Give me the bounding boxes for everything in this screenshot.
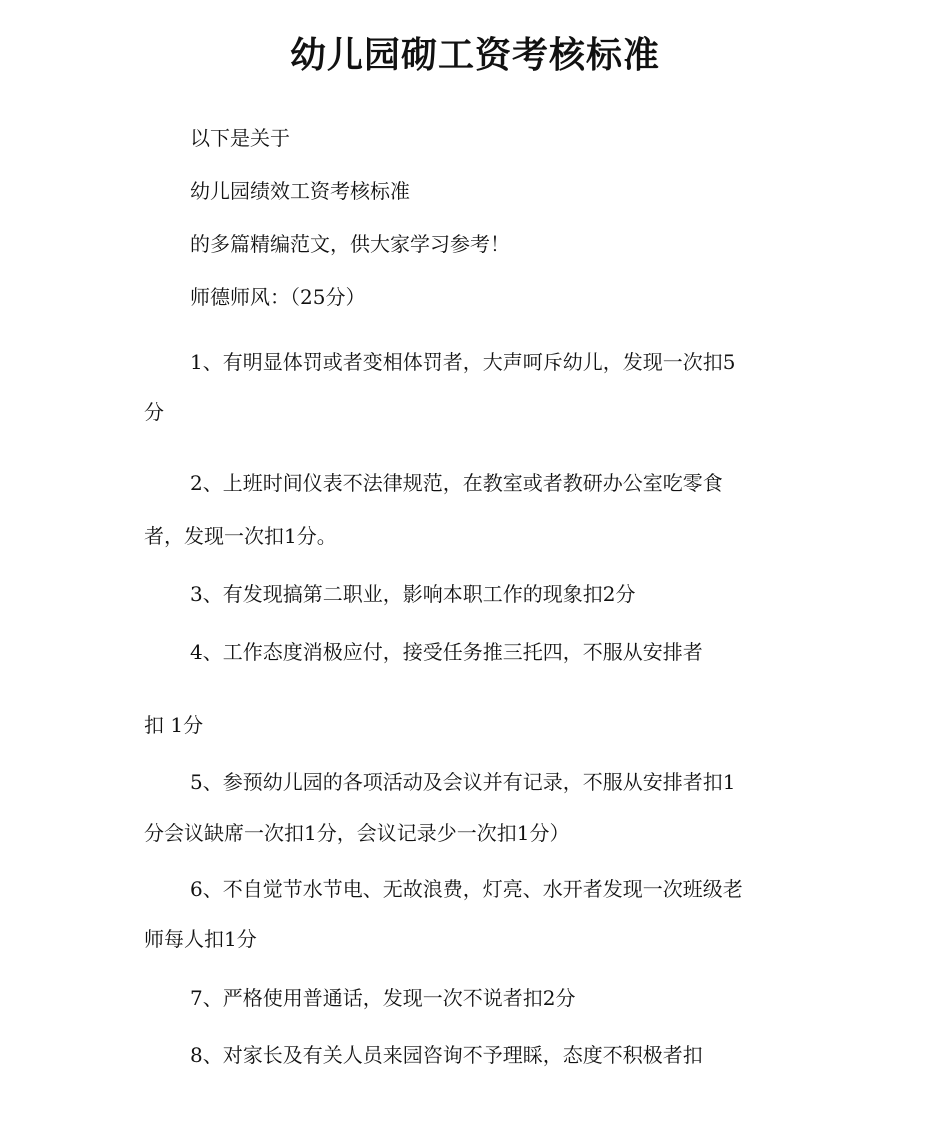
item-1-line-2: 分 (144, 400, 164, 424)
item-6-line-1: 6、不自觉节水节电、无故浪费，灯亮、水开者发现一次班级老 (190, 877, 743, 901)
item-7-line-1: 7、严格使用普通话，发现一次不说者扣2分 (190, 986, 576, 1010)
item-5-line-1: 5、参预幼儿园的各项活动及会议并有记录，不服从安排者扣1 (190, 770, 736, 794)
document-title: 幼儿园砌工资考核标准 (289, 35, 660, 76)
item-4-line-1: 4、工作态度消极应付，接受任务推三托四，不服从安排者 (190, 640, 703, 664)
item-5-line-2: 分会议缺席一次扣1分，会议记录少一次扣1分） (144, 821, 570, 845)
item-3-line-1: 3、有发现搞第二职业，影响本职工作的现象扣2分 (190, 582, 636, 606)
item-2-line-2: 者，发现一次扣1分。 (144, 524, 337, 548)
item-6-line-2: 师每人扣1分 (144, 927, 257, 951)
item-1-line-1: 1、有明显体罚或者变相体罚者，大声呵斥幼儿，发现一次扣5 (190, 350, 736, 374)
intro-line-1: 以下是关于 (190, 126, 290, 150)
intro-line-2: 幼儿园绩效工资考核标准 (190, 179, 410, 203)
item-4-line-2: 扣 1分 (144, 713, 204, 737)
section-heading: 师德师风：（25分） (190, 285, 366, 309)
intro-line-3: 的多篇精编范文，供大家学习参考！ (190, 232, 510, 256)
item-8-line-1: 8、对家长及有关人员来园咨询不予理睬，态度不积极者扣 (190, 1043, 703, 1067)
item-2-line-1: 2、上班时间仪表不法律规范，在教室或者教研办公室吃零食 (190, 471, 723, 495)
